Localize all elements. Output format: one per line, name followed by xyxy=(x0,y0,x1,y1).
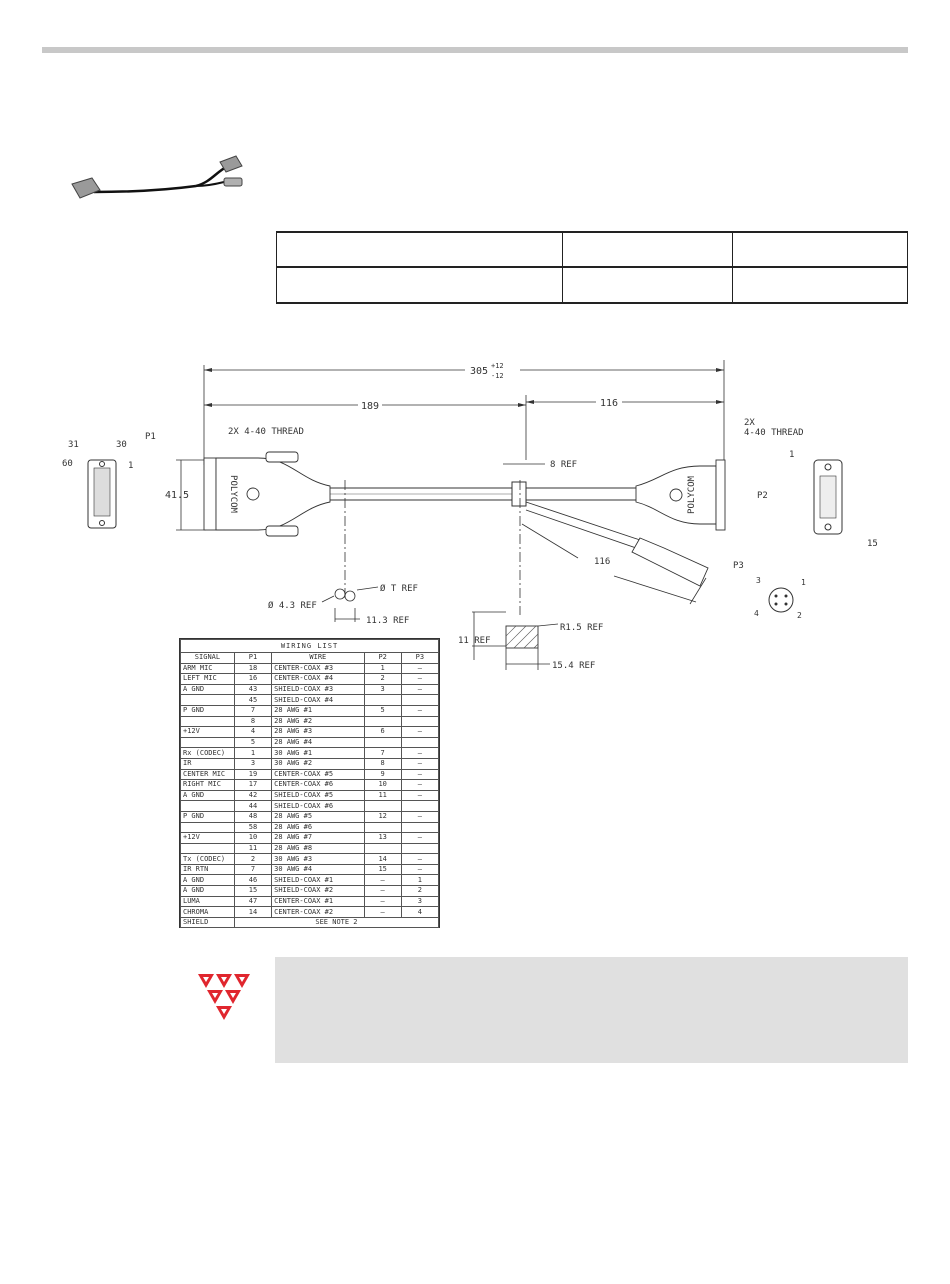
p3-pin-3: 3 xyxy=(756,576,761,585)
wiring-cell: 28 AWG #4 xyxy=(272,737,364,748)
wiring-cell: 30 AWG #2 xyxy=(272,758,364,769)
wiring-cell: — xyxy=(401,833,438,844)
wiring-cell: 30 AWG #3 xyxy=(272,854,364,865)
wiring-cell: CENTER-COAX #5 xyxy=(272,769,364,780)
ref-r15: R1.5 REF xyxy=(560,623,604,633)
wiring-cell: 19 xyxy=(234,769,271,780)
info-header-cell xyxy=(277,232,563,267)
info-table-row xyxy=(277,267,908,303)
info-header-cell xyxy=(733,232,908,267)
wiring-row xyxy=(181,769,439,780)
wiring-cell xyxy=(181,801,235,812)
wiring-cell: CENTER-COAX #4 xyxy=(272,674,364,685)
p1-end-view xyxy=(88,460,116,528)
wiring-cell: IR RTN xyxy=(181,864,235,875)
info-cell xyxy=(277,267,563,303)
wiring-cell: 42 xyxy=(234,790,271,801)
wiring-cell: CENTER-COAX #3 xyxy=(272,663,364,674)
wiring-cell: 12 xyxy=(364,811,401,822)
wiring-cell: 30 AWG #1 xyxy=(272,748,364,759)
dia-t-ref: Ø T REF xyxy=(380,584,418,594)
p2-end-view xyxy=(814,460,842,534)
wiring-row xyxy=(181,727,439,738)
wiring-row xyxy=(181,854,439,865)
note-box xyxy=(275,957,908,1063)
wiring-title: WIRING LIST xyxy=(181,640,439,653)
wiring-cell: 43 xyxy=(234,684,271,695)
wiring-shield-row xyxy=(181,917,439,928)
info-table xyxy=(276,231,908,304)
wiring-cell: SHIELD-COAX #4 xyxy=(272,695,364,706)
p1-pin-60: 60 xyxy=(62,459,73,469)
wiring-cell: 7 xyxy=(234,705,271,716)
wiring-cell: 28 AWG #8 xyxy=(272,843,364,854)
wiring-row xyxy=(181,896,439,907)
wiring-list xyxy=(179,638,440,928)
wiring-cell: RIGHT MIC xyxy=(181,780,235,791)
wiring-cell: SHIELD-COAX #2 xyxy=(272,886,364,897)
wiring-cell: 5 xyxy=(234,737,271,748)
dia-43-ref: Ø 4.3 REF xyxy=(268,601,317,611)
wiring-row xyxy=(181,811,439,822)
wiring-cell: IR xyxy=(181,758,235,769)
wiring-row xyxy=(181,737,439,748)
p3-label: P3 xyxy=(733,561,744,571)
wiring-cell: CENTER-COAX #2 xyxy=(272,907,364,918)
overall-tol-plus: +12 xyxy=(491,362,504,370)
p1-label: P1 xyxy=(145,432,156,442)
wiring-cell: 28 AWG #3 xyxy=(272,727,364,738)
wiring-cell: SEE NOTE 2 xyxy=(234,917,438,928)
wiring-cell: — xyxy=(401,811,438,822)
ref-11: 11 REF xyxy=(458,636,491,646)
cable-section xyxy=(506,626,538,648)
wiring-row xyxy=(181,716,439,727)
p2-pin-15: 15 xyxy=(867,539,878,549)
wiring-cell: 1 xyxy=(234,748,271,759)
wiring-cell xyxy=(401,843,438,854)
wiring-cell: Tx (CODEC) xyxy=(181,854,235,865)
wiring-cell: — xyxy=(364,886,401,897)
thread-right-label-2: 4-40 THREAD xyxy=(744,428,804,438)
thread-left-label: 2X 4-40 THREAD xyxy=(228,427,304,437)
wiring-cell: CENTER MIC xyxy=(181,769,235,780)
wiring-cell: 28 AWG #7 xyxy=(272,833,364,844)
wiring-cell: 30 AWG #4 xyxy=(272,864,364,875)
wiring-row xyxy=(181,833,439,844)
wiring-cell: SHIELD-COAX #5 xyxy=(272,790,364,801)
wiring-row xyxy=(181,684,439,695)
wiring-cell: 10 xyxy=(234,833,271,844)
wiring-cell: 3 xyxy=(401,896,438,907)
ref-113: 11.3 REF xyxy=(366,616,410,626)
wiring-cell: 28 AWG #2 xyxy=(272,716,364,727)
wiring-row xyxy=(181,674,439,685)
wiring-cell: — xyxy=(401,663,438,674)
wiring-row xyxy=(181,663,439,674)
wiring-cell xyxy=(401,716,438,727)
p2-brand: POLYCOM xyxy=(687,476,697,514)
wiring-cell: CENTER-COAX #6 xyxy=(272,780,364,791)
wiring-cell: SHIELD-COAX #6 xyxy=(272,801,364,812)
wiring-cell xyxy=(364,695,401,706)
wiring-row xyxy=(181,748,439,759)
wiring-cell: 6 xyxy=(364,727,401,738)
wiring-cell: — xyxy=(401,684,438,695)
wiring-cell xyxy=(401,801,438,812)
wiring-cell xyxy=(181,737,235,748)
wiring-cell: 8 xyxy=(234,716,271,727)
wiring-cell: 11 xyxy=(364,790,401,801)
wiring-cell: 8 xyxy=(364,758,401,769)
wiring-row xyxy=(181,790,439,801)
wiring-row xyxy=(181,822,439,833)
wiring-cell: 28 AWG #6 xyxy=(272,822,364,833)
p1-to-split-length: 189 xyxy=(361,401,380,412)
wiring-cell: A GND xyxy=(181,684,235,695)
wiring-row xyxy=(181,907,439,918)
wiring-cell: — xyxy=(401,705,438,716)
overall-length: 305 xyxy=(470,366,489,377)
wiring-row xyxy=(181,801,439,812)
wiring-cell: LEFT MIC xyxy=(181,674,235,685)
wiring-row xyxy=(181,843,439,854)
wiring-row xyxy=(181,758,439,769)
ref-8-label: 8 REF xyxy=(550,460,578,470)
wiring-cell: 28 AWG #5 xyxy=(272,811,364,822)
wiring-cell: 5 xyxy=(364,705,401,716)
wiring-cell: 7 xyxy=(364,748,401,759)
info-cell xyxy=(733,267,908,303)
wiring-row xyxy=(181,864,439,875)
p1-pin-31: 31 xyxy=(68,440,79,450)
p1-pin-1: 1 xyxy=(128,461,134,471)
wiring-cell: 3 xyxy=(364,684,401,695)
overall-tol-minus: -12 xyxy=(491,372,504,380)
wiring-cell: 11 xyxy=(234,843,271,854)
p2-label: P2 xyxy=(757,491,768,501)
wiring-cell: 15 xyxy=(234,886,271,897)
wiring-cell: CHROMA xyxy=(181,907,235,918)
wiring-header: P3 xyxy=(401,653,438,664)
wiring-cell: 7 xyxy=(234,864,271,875)
wiring-cell: — xyxy=(401,864,438,875)
wiring-cell: 1 xyxy=(364,663,401,674)
wiring-cell: 2 xyxy=(401,886,438,897)
wiring-row xyxy=(181,875,439,886)
p1-connector xyxy=(204,452,330,536)
wiring-cell: 9 xyxy=(364,769,401,780)
wiring-cell: 2 xyxy=(364,674,401,685)
p3-pin-2: 2 xyxy=(797,611,802,620)
info-header-cell xyxy=(563,232,733,267)
wiring-cell: 48 xyxy=(234,811,271,822)
wiring-cell: 13 xyxy=(364,833,401,844)
wiring-cell: — xyxy=(401,758,438,769)
wiring-cell: LUMA xyxy=(181,896,235,907)
info-table-header-row xyxy=(277,232,908,267)
wiring-cell: SHIELD xyxy=(181,917,235,928)
wiring-row xyxy=(181,705,439,716)
wiring-cell: 45 xyxy=(234,695,271,706)
p1-pin-30: 30 xyxy=(116,440,127,450)
wiring-cell xyxy=(364,801,401,812)
section-details xyxy=(0,560,950,680)
wiring-cell: 1 xyxy=(401,875,438,886)
wiring-cell: — xyxy=(401,727,438,738)
info-cell xyxy=(563,267,733,303)
p3-pin-1: 1 xyxy=(801,578,806,587)
wiring-cell: — xyxy=(401,780,438,791)
wiring-cell: 3 xyxy=(234,758,271,769)
wiring-cell xyxy=(181,695,235,706)
wiring-cell: — xyxy=(364,907,401,918)
wiring-cell: 4 xyxy=(234,727,271,738)
wiring-cell xyxy=(401,822,438,833)
wiring-cell xyxy=(364,822,401,833)
wiring-cell: A GND xyxy=(181,790,235,801)
wiring-cell: 16 xyxy=(234,674,271,685)
wiring-row xyxy=(181,780,439,791)
wiring-cell: 14 xyxy=(234,907,271,918)
wiring-row xyxy=(181,886,439,897)
p3-branch-length: 116 xyxy=(594,557,611,567)
wiring-row xyxy=(181,695,439,706)
p2-connector xyxy=(636,460,725,530)
wiring-cell: ARM MIC xyxy=(181,663,235,674)
wiring-cell xyxy=(401,695,438,706)
wiring-cell: 15 xyxy=(364,864,401,875)
wiring-body xyxy=(181,663,439,917)
wiring-cell: P GND xyxy=(181,705,235,716)
p2-pin-1: 1 xyxy=(789,450,795,460)
ref-154: 15.4 REF xyxy=(552,661,596,671)
wiring-header: P1 xyxy=(234,653,271,664)
wiring-cell xyxy=(364,737,401,748)
wiring-cell xyxy=(364,716,401,727)
wiring-cell: — xyxy=(401,769,438,780)
wiring-cell: 47 xyxy=(234,896,271,907)
wiring-cell: 14 xyxy=(364,854,401,865)
top-rule xyxy=(42,47,908,53)
wiring-cell: CENTER-COAX #1 xyxy=(272,896,364,907)
wiring-title-row xyxy=(181,640,439,653)
wiring-cell: — xyxy=(401,748,438,759)
wiring-cell xyxy=(364,843,401,854)
wiring-cell: — xyxy=(364,896,401,907)
wiring-cell: 10 xyxy=(364,780,401,791)
wiring-cell: SHIELD-COAX #1 xyxy=(272,875,364,886)
wiring-cell: — xyxy=(401,854,438,865)
wiring-cell: Rx (CODEC) xyxy=(181,748,235,759)
wiring-cell: 58 xyxy=(234,822,271,833)
wiring-cell: P GND xyxy=(181,811,235,822)
height-label: 41.5 xyxy=(165,490,190,501)
wiring-cell: +12V xyxy=(181,833,235,844)
wiring-cell: A GND xyxy=(181,875,235,886)
wiring-cell: — xyxy=(364,875,401,886)
polycom-logo xyxy=(198,970,250,1022)
wiring-cell xyxy=(181,843,235,854)
wiring-cell xyxy=(181,822,235,833)
wiring-cell: — xyxy=(401,674,438,685)
wiring-cell: 46 xyxy=(234,875,271,886)
p1-brand: POLYCOM xyxy=(228,475,238,513)
wiring-cell: 28 AWG #1 xyxy=(272,705,364,716)
wiring-header: WIRE xyxy=(272,653,364,664)
split-boot xyxy=(512,482,526,506)
p3-pin-4: 4 xyxy=(754,609,759,618)
wiring-cell: 18 xyxy=(234,663,271,674)
wiring-cell xyxy=(401,737,438,748)
wiring-cell: A GND xyxy=(181,886,235,897)
wiring-header: SIGNAL xyxy=(181,653,235,664)
wiring-cell: 4 xyxy=(401,907,438,918)
thread-right-label-1: 2X xyxy=(744,418,755,428)
wiring-cell: SHIELD-COAX #3 xyxy=(272,684,364,695)
wiring-cell: — xyxy=(401,790,438,801)
wiring-header-row xyxy=(181,653,439,664)
wiring-header: P2 xyxy=(364,653,401,664)
wiring-cell: 2 xyxy=(234,854,271,865)
split-to-p2-length: 116 xyxy=(600,398,619,409)
wiring-cell: 44 xyxy=(234,801,271,812)
cable-photo xyxy=(66,152,256,204)
wiring-table xyxy=(180,639,439,928)
wiring-cell xyxy=(181,716,235,727)
wiring-cell: 17 xyxy=(234,780,271,791)
wiring-cell: +12V xyxy=(181,727,235,738)
